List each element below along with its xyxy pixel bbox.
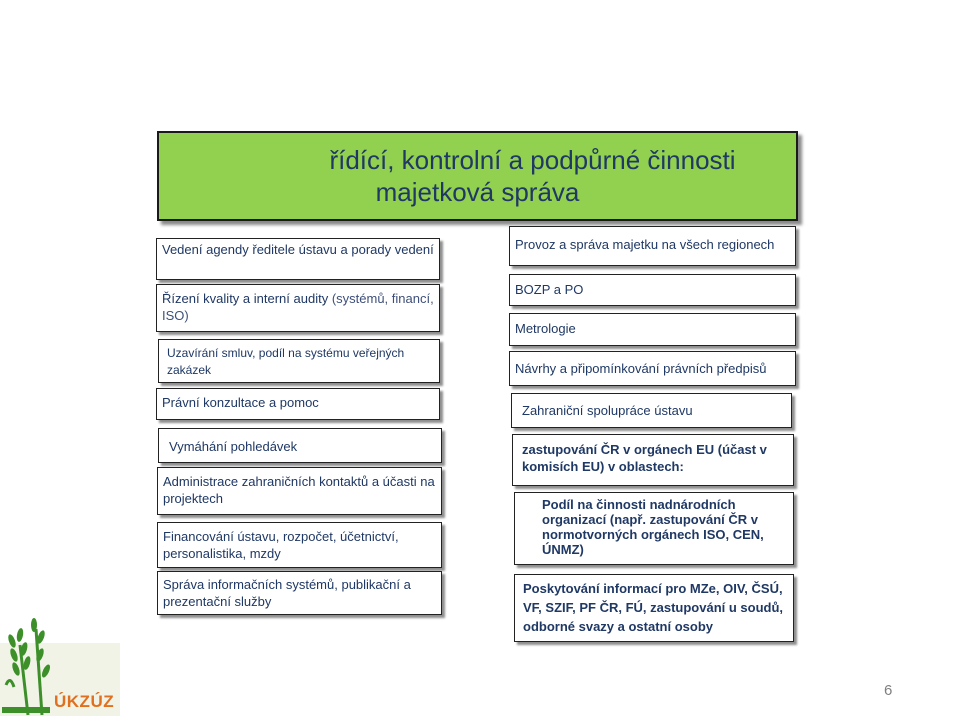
logo-text: ÚKZÚZ (54, 692, 115, 711)
left-box-management-meetings (156, 238, 440, 280)
right-box-text: Metrologie (515, 321, 576, 336)
right-box-international-orgs (514, 492, 794, 565)
left-box-text-sub: (systémů, financí, ISO) (162, 291, 434, 323)
right-box-property (509, 226, 796, 266)
right-box-text: zastupování ČR v orgánech EU (účast v komisích EU) v oblastech: (522, 442, 767, 474)
left-box-text: Správa informačních systémů, publikační a prezentační služby (163, 577, 411, 609)
left-box-text: Vedení agendy ředitele ústavu a porady vedení (162, 242, 434, 257)
right-box-text: Návrhy a připomínkování právních předpisů (515, 361, 767, 376)
left-box-receivables (158, 428, 442, 463)
right-box-information-provision (514, 574, 794, 642)
right-box-foreign-cooperation (511, 393, 792, 428)
left-box-text: Vymáhání pohledávek (169, 439, 298, 454)
right-box-text: BOZP a PO (515, 282, 584, 297)
right-box-eu-representation (512, 434, 794, 486)
left-box-contracts (158, 339, 440, 383)
title-line-2: majetková správa (375, 177, 580, 207)
right-box-text: Poskytování informací pro MZe, OIV, ČSÚ, VF, SZIF, PF ČR, FÚ, zastupování u soudů, odborné svazy a ostatní osoby (523, 581, 784, 634)
left-box-financing (157, 522, 442, 568)
left-box-text: Uzavírání smluv, podíl na systému veřejných zakázek (167, 346, 405, 377)
left-box-foreign-admin (157, 467, 442, 515)
left-box-text: Financování ústavu, rozpočet, účetnictví, personalistika, mzdy (163, 529, 399, 561)
right-box-text: Zahraniční spolupráce ústavu (522, 403, 693, 418)
right-box-text: Podíl na činnosti nadnárodních organizací (např. zastupování ČR v normotvorných orgánech ISO, CEN, ÚNMZ) (542, 497, 764, 557)
left-box-information-systems (157, 571, 442, 615)
left-box-text: Administrace zahraničních kontaktů a účasti na projektech (163, 474, 435, 506)
left-box-quality-audit (156, 284, 440, 332)
right-box-text: Provoz a správa majetku na všech regionech (515, 237, 775, 252)
right-box-bozp (509, 274, 796, 306)
title-line-1: řídící, kontrolní a podpůrné činnosti (329, 145, 736, 175)
left-box-text: Právní konzultace a pomoc (162, 395, 319, 410)
left-box-text-main: Řízení kvality a interní audity (162, 291, 329, 306)
title-box (157, 131, 798, 221)
left-box-legal (156, 388, 440, 420)
right-box-metrology (509, 313, 796, 346)
right-box-legal-proposals (509, 351, 796, 386)
page-number: 6 (884, 682, 893, 699)
